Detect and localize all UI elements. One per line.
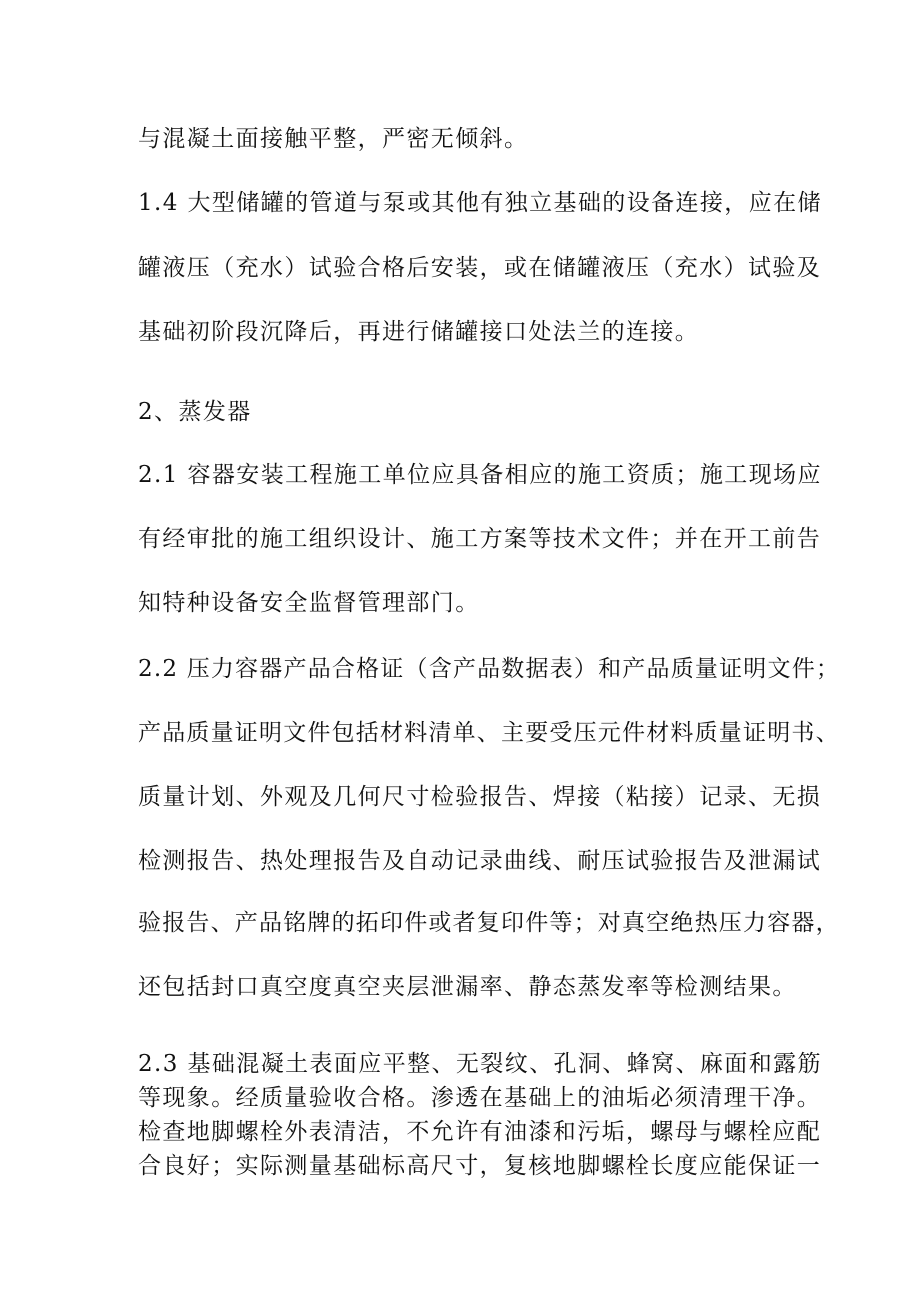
- text-line-2: 1.4 大型储罐的管道与泵或其他有独立基础的设备连接，应在储: [138, 190, 822, 216]
- text-line-8: 知特种设备安全监督管理部门。: [138, 590, 480, 616]
- text-line-4: 基础初阶段沉降后，再进行储罐接口处法兰的连接。: [138, 319, 700, 345]
- text-line-12: 检测报告、热处理报告及自动记录曲线、耐压试验报告及泄漏试: [138, 848, 822, 874]
- text-line-18: 合良好；实际测量基础标高尺寸，复核地脚螺栓长度应能保证一: [138, 1153, 822, 1179]
- text-line-10: 产品质量证明文件包括材料清单、主要受压元件材料质量证明书、: [138, 720, 840, 746]
- text-line-15: 2.3 基础混凝土表面应平整、无裂纹、孔洞、蜂窝、麻面和露筋: [138, 1051, 822, 1077]
- text-line-9: 2.2 压力容器产品合格证（含产品数据表）和产品质量证明文件；: [138, 656, 841, 682]
- text-line-3: 罐液压（充水）试验合格后安装，或在储罐液压（充水）试验及: [138, 255, 822, 281]
- section-heading-evaporator: 2、蒸发器: [138, 399, 252, 425]
- text-line-11: 质量计划、外观及几何尺寸检验报告、焊接（粘接）记录、无损: [138, 784, 822, 810]
- text-line-6: 2.1 容器安装工程施工单位应具备相应的施工资质；施工现场应: [138, 462, 822, 488]
- text-line-13: 验报告、产品铭牌的拓印件或者复印件等；对真空绝热压力容器，: [138, 910, 840, 936]
- text-line-16: 等现象。经质量验收合格。渗透在基础上的油垢必须清理干净。: [138, 1085, 822, 1111]
- text-line-14: 还包括封口真空度真空夹层泄漏率、静态蒸发率等检测结果。: [138, 974, 797, 1000]
- text-line-7: 有经审批的施工组织设计、施工方案等技术文件；并在开工前告: [138, 526, 822, 552]
- text-line-1: 与混凝土面接触平整，严密无倾斜。: [138, 126, 529, 152]
- text-line-17: 检查地脚螺栓外表清洁，不允许有油漆和污垢，螺母与螺栓应配: [138, 1119, 822, 1145]
